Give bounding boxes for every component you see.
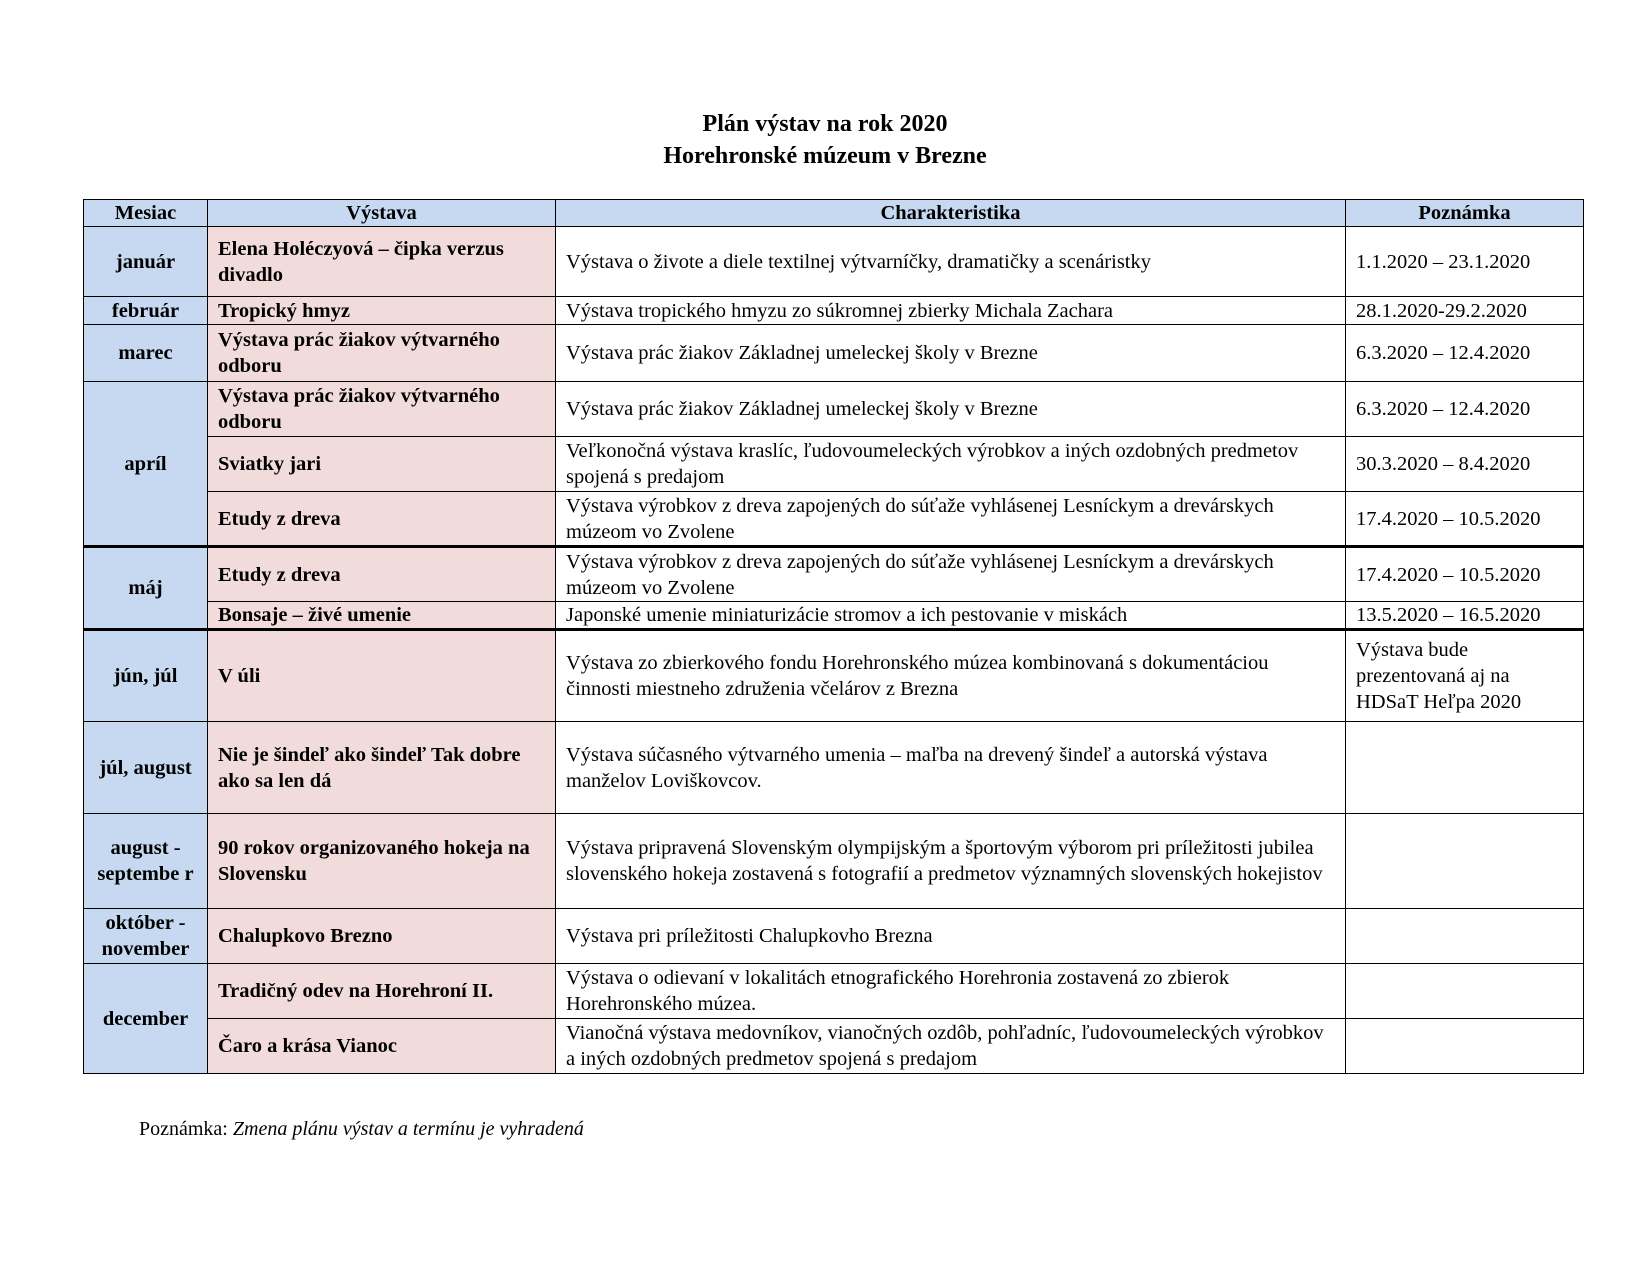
exhibition-cell: Výstava prác žiakov výtvarného odboru [208, 325, 556, 382]
description-cell: Výstava prác žiakov Základnej umeleckej školy v Brezne [556, 325, 1346, 382]
footnote-label: Poznámka: [139, 1118, 228, 1140]
month-cell: máj [84, 547, 208, 630]
description-cell: Výstava výrobkov z dreva zapojených do súťaže vyhlásenej Lesníckym a drevárskych múzeom vo Zvolene [556, 492, 1346, 547]
description-cell: Výstava o živote a diele textilnej výtvarníčky, dramatičky a scenáristky [556, 227, 1346, 297]
month-cell: august - septembe r [84, 814, 208, 909]
note-cell [1346, 814, 1584, 909]
note-cell [1346, 722, 1584, 814]
note-cell [1346, 964, 1584, 1019]
footnote [139, 1118, 584, 1141]
note-cell: 28.1.2020-29.2.2020 [1346, 297, 1584, 325]
description-cell: Výstava o odievaní v lokalitách etnografického Horehronia zostavená zo zbierok Horehronského múzea. [556, 964, 1346, 1019]
description-cell: Japonské umenie miniaturizácie stromov a ich pestovanie v miskách [556, 602, 1346, 630]
page-title [0, 108, 1650, 172]
column-header-description: Charakteristika [556, 200, 1346, 227]
description-cell: Vianočná výstava medovníkov, vianočných ozdôb, pohľadníc, ľudovoumeleckých výrobkov a iných ozdobných predmetov spojená s predajom [556, 1019, 1346, 1074]
exhibition-cell: Etudy z dreva [208, 547, 556, 602]
title-line-1: Plán výstav na rok 2020 [702, 111, 948, 137]
table-row [84, 722, 1584, 814]
column-header-month: Mesiac [84, 200, 208, 227]
note-cell [1346, 1019, 1584, 1074]
description-cell: Výstava tropického hmyzu zo súkromnej zbierky Michala Zachara [556, 297, 1346, 325]
description-cell: Výstava pripravená Slovenským olympijským a športovým výborom pri príležitosti jubilea slovenského hokeja zostavená s fotografií a predmetov významných slovenských hokejistov [556, 814, 1346, 909]
exhibition-cell: Nie je šindeľ ako šindeľ Tak dobre ako sa len dá [208, 722, 556, 814]
description-cell: Výstava výrobkov z dreva zapojených do súťaže vyhlásenej Lesníckym a drevárskych múzeom vo Zvolene [556, 547, 1346, 602]
description-cell: Výstava prác žiakov Základnej umeleckej školy v Brezne [556, 382, 1346, 437]
note-cell: 13.5.2020 – 16.5.2020 [1346, 602, 1584, 630]
note-cell: 30.3.2020 – 8.4.2020 [1346, 437, 1584, 492]
exhibition-cell: Tradičný odev na Horehroní II. [208, 964, 556, 1019]
column-header-exhibition: Výstava [208, 200, 556, 227]
table-row [84, 1019, 1584, 1074]
description-cell: Výstava zo zbierkového fondu Horehronského múzea kombinovaná s dokumentáciou činnosti miestneho združenia včelárov z Brezna [556, 630, 1346, 722]
note-cell: 1.1.2020 – 23.1.2020 [1346, 227, 1584, 297]
exhibition-cell: Výstava prác žiakov výtvarného odboru [208, 382, 556, 437]
exhibition-cell: Sviatky jari [208, 437, 556, 492]
month-cell: október - november [84, 909, 208, 964]
table-row [84, 547, 1584, 602]
month-cell: jún, júl [84, 630, 208, 722]
title-line-2: Horehronské múzeum v Brezne [663, 143, 987, 169]
month-cell: január [84, 227, 208, 297]
table-row [84, 492, 1584, 547]
exhibition-cell: Chalupkovo Brezno [208, 909, 556, 964]
table-row [84, 602, 1584, 630]
column-header-note: Poznámka [1346, 200, 1584, 227]
table-row [84, 227, 1584, 297]
table-row [84, 382, 1584, 437]
exhibition-plan-table [83, 199, 1584, 1074]
month-cell: júl, august [84, 722, 208, 814]
note-cell: 17.4.2020 – 10.5.2020 [1346, 547, 1584, 602]
description-cell: Veľkonočná výstava kraslíc, ľudovoumeleckých výrobkov a iných ozdobných predmetov spojená s predajom [556, 437, 1346, 492]
exhibition-cell: Bonsaje – živé umenie [208, 602, 556, 630]
table-row [84, 437, 1584, 492]
note-cell: Výstava bude prezentovaná aj na HDSaT Heľpa 2020 [1346, 630, 1584, 722]
exhibition-cell: 90 rokov organizovaného hokeja na Slovensku [208, 814, 556, 909]
table-row [84, 964, 1584, 1019]
table-row [84, 630, 1584, 722]
note-cell: 6.3.2020 – 12.4.2020 [1346, 325, 1584, 382]
table-row [84, 297, 1584, 325]
exhibition-cell: Čaro a krása Vianoc [208, 1019, 556, 1074]
exhibition-cell: V úli [208, 630, 556, 722]
note-cell: 6.3.2020 – 12.4.2020 [1346, 382, 1584, 437]
table-header-row [84, 200, 1584, 227]
description-cell: Výstava súčasného výtvarného umenia – maľba na drevený šindeľ a autorská výstava manželov Loviškovcov. [556, 722, 1346, 814]
month-cell: apríl [84, 382, 208, 547]
exhibition-cell: Etudy z dreva [208, 492, 556, 547]
note-cell: 17.4.2020 – 10.5.2020 [1346, 492, 1584, 547]
month-cell: február [84, 297, 208, 325]
exhibition-cell: Tropický hmyz [208, 297, 556, 325]
table-row [84, 909, 1584, 964]
footnote-text: Zmena plánu výstav a termínu je vyhradená [232, 1118, 584, 1140]
month-cell: marec [84, 325, 208, 382]
table-row [84, 814, 1584, 909]
month-cell: december [84, 964, 208, 1074]
description-cell: Výstava pri príležitosti Chalupkovho Brezna [556, 909, 1346, 964]
exhibition-cell: Elena Holéczyová – čipka verzus divadlo [208, 227, 556, 297]
note-cell [1346, 909, 1584, 964]
table-row [84, 325, 1584, 382]
